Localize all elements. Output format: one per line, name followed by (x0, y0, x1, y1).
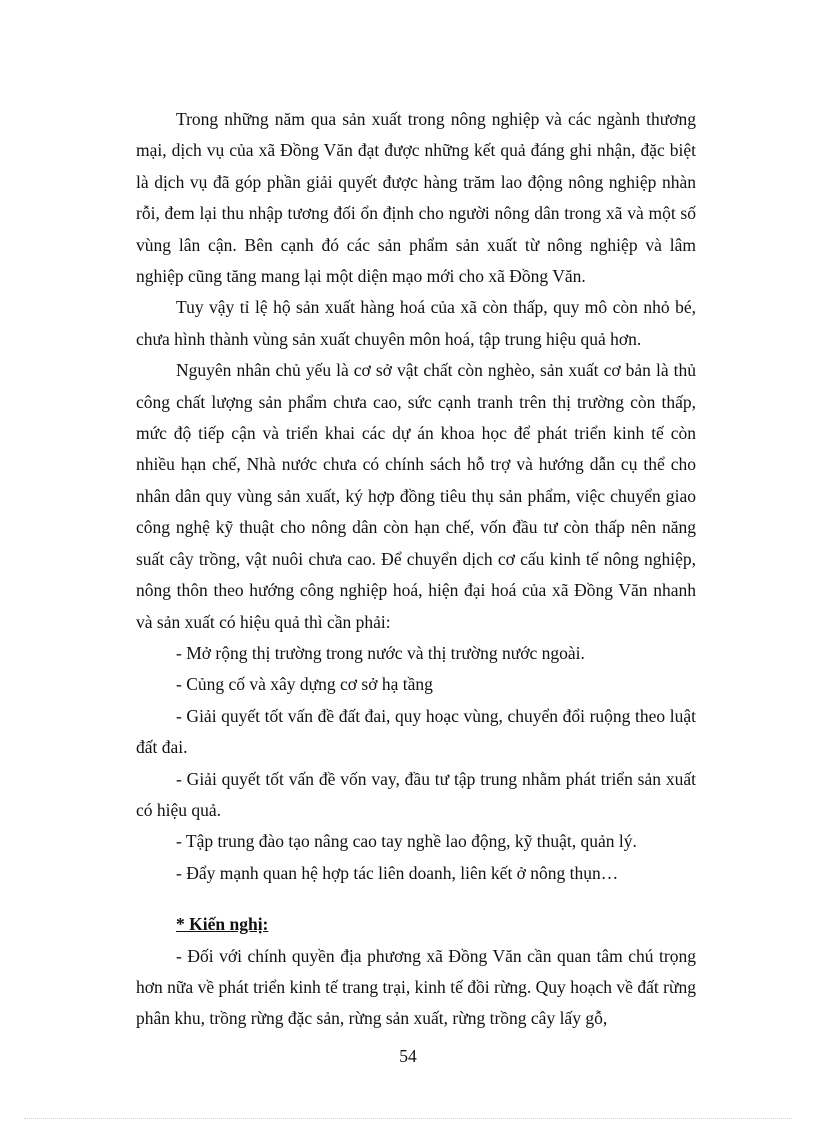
bullet-infrastructure: - Củng cố và xây dựng cơ sở hạ tầng (176, 674, 433, 695)
recommendation-heading: * Kiến nghị: (176, 914, 269, 935)
paragraph-causes: Nguyên nhân chủ yếu là cơ sở vật chất còn nghèo, sản xuất cơ bản là thủ công chất lượng sản phẩm chưa cao, sức cạnh tranh trên thị trường còn thấp, mức độ tiếp cận và triển khai các dự án khoa học để phát triển kinh tế còn nhiều hạn chế, Nhà nước chưa có chính sách hỗ trợ và hướng dẫn cụ thể cho nhân dân quy vùng sản xuất, ký hợp đồng tiêu thụ sản phẩm, việc chuyển giao công nghệ kỹ thuật cho nông dân còn hạn chế, vốn đầu tư còn thấp nên năng suất cây trồng, vật nuôi chưa cao. Để chuyển dịch cơ cấu kinh tế nông nghiệp, nông thôn theo hướng công nghiệp hoá, hiện đại hoá của xã Đồng Văn nhanh và sản xuất có hiệu quả thì cần phải: (136, 360, 696, 632)
bullet-market: - Mở rộng thị trường trong nước và thị trường nước ngoài. (176, 642, 585, 663)
bullet-capital: - Giải quyết tốt vấn đề vốn vay, đầu tư tập trung nhằm phát triển sản xuất có hiệu quả. (136, 768, 696, 820)
bullet-land: - Giải quyết tốt vấn đề đất đai, quy hoạc vùng, chuyển đổi ruộng theo luật đất đai. (136, 705, 696, 758)
bullet-training: - Tập trung đào tạo nâng cao tay nghề lao động, kỹ thuật, quản lý. (176, 831, 637, 852)
body-text (136, 104, 696, 1035)
page-bottom-divider (24, 1118, 792, 1119)
recommendation-paragraph: - Đối với chính quyền địa phương xã Đồng Văn cần quan tâm chú trọng hơn nữa về phát triển kinh tế trang trại, kinh tế đồi rừng. Quy hoạch về đất rừng phân khu, trồng rừng đặc sản, rừng sản xuất, rừng trồng cây lấy gỗ, (136, 945, 696, 1029)
paragraph-results: Trong những năm qua sản xuất trong nông nghiệp và các ngành thương mại, dịch vụ của xã Đồng Văn đạt được những kết quả đáng ghi nhận, đặc biệt là dịch vụ đã góp phần giải quyết được hàng trăm lao động nông nghiệp nhàn rỗi, đem lại thu nhập tương đối ổn định cho người nông dân trong xã và một số vùng lân cận. Bên cạnh đó các sản phẩm sản xuất từ nông nghiệp và lâm nghiệp cũng tăng mang lại một diện mạo mới cho xã Đồng Văn. (136, 109, 696, 287)
page-number: 54 (399, 1046, 417, 1066)
paragraph-limitations: Tuy vậy tỉ lệ hộ sản xuất hàng hoá của xã còn thấp, quy mô còn nhỏ bé, chưa hình thành vùng sản xuất chuyên môn hoá, tập trung hiệu quả hơn. (136, 297, 696, 349)
bullet-cooperation: - Đẩy mạnh quan hệ hợp tác liên doanh, liên kết ở nông thụn… (176, 862, 619, 883)
